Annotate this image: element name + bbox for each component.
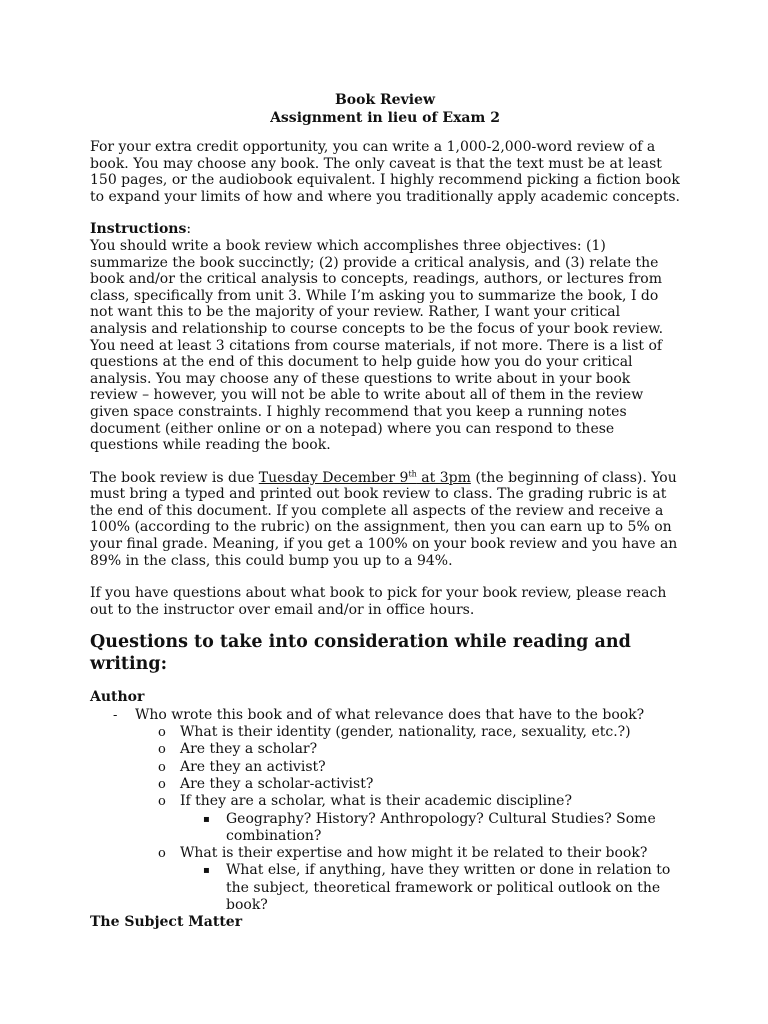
due-date-main: Tuesday December 9 — [258, 469, 409, 486]
list-item — [90, 793, 680, 810]
instructions-label-line — [90, 221, 680, 238]
document-title: Book Review — [334, 92, 436, 108]
circle-bullet: o — [158, 794, 166, 810]
list-item — [90, 759, 680, 776]
list-item-text: Geography? History? Anthropology? Cultural Studies? Some combination? — [226, 810, 656, 844]
circle-bullet: o — [158, 742, 166, 758]
circle-bullet: o — [158, 725, 166, 741]
document-subtitle: Assignment in lieu of Exam 2 — [270, 109, 500, 126]
list-item-text: What is their identity (gender, nationality, race, sexuality, etc.?) — [180, 724, 631, 741]
due-date-sup: th — [408, 469, 417, 479]
author-question-list — [90, 707, 680, 915]
list-item — [90, 845, 680, 862]
instructions-colon: : — [186, 221, 192, 238]
author-heading: Author — [90, 689, 145, 706]
intro-paragraph: For your extra credit opportunity, you can write a 1,000-2,000-word review of a book. You may choose any book. The only caveat is that the text must be at least 150 pages, or the audiobook equivalent. I highly recommend picking a fiction book to expand your limits of how and where you traditionally apply academic concepts. — [90, 139, 681, 205]
due-date-time: at 3pm — [416, 469, 471, 486]
list-item-text: Are they an activist? — [180, 758, 326, 775]
document-page — [90, 92, 680, 932]
due-date — [259, 470, 471, 486]
dash-bullet: - — [113, 707, 118, 723]
list-item-text: Who wrote this book and of what relevance does that have to the book? — [135, 706, 645, 723]
questions-heading: Questions to take into consideration while reading and writing: — [90, 632, 631, 674]
subject-matter-heading: The Subject Matter — [90, 914, 243, 931]
due-suffix: (the beginning of class). You must bring a typed and printed out book review to class. The grading rubric is at the end of this document. If you complete all aspects of the review and receive a 100% (according to the rubric) on the assignment, then you can earn up to 5% on your final grade. Meaning, if you get a 100% on your book review and you have an 89% in the class, this could bump you up to a 94%. — [90, 469, 678, 569]
list-item-text: If they are a scholar, what is their academic discipline? — [180, 793, 572, 810]
list-item-text: What is their expertise and how might it be related to their book? — [180, 845, 648, 862]
circle-bullet: o — [158, 759, 166, 775]
list-item — [90, 776, 680, 793]
list-item-text: Are they a scholar? — [180, 741, 318, 758]
list-item-text: Are they a scholar-activist? — [180, 775, 374, 792]
due-prefix: The book review is due — [90, 469, 259, 486]
list-item — [90, 862, 680, 914]
list-item-text: What else, if anything, have they written or done in relation to the subject, theoretical framework or political outlook on the book? — [226, 862, 671, 913]
circle-bullet: o — [158, 846, 166, 862]
list-item — [90, 724, 680, 741]
square-bullet: ▪ — [203, 865, 210, 877]
list-item — [90, 707, 680, 724]
circle-bullet: o — [158, 776, 166, 792]
instructions-paragraph: You should write a book review which accomplishes three objectives: (1) summarize the book succinctly; (2) provide a critical analysis, and (3) relate the book and/or the critical analysis to concepts, readings, authors, or lectures from class, specifically from unit 3. While I’m asking you to summarize the book, I do not want this to be the majority of your review. Rather, I want your critical analysis and relationship to course concepts to be the focus of your book review. You need at least 3 citations from course materials, if not more. There is a list of questions at the end of this document to help guide how you do your critical analysis. You may choose any of these questions to write about in your book review – however, you will not be able to write about all of them in the review given space constraints. I highly recommend that you keep a running notes document (either online or on a notepad) where you can respond to these questions while reading the book. — [90, 237, 664, 454]
questions-note-paragraph: If you have questions about what book to pick for your book review, please reach out to the instructor over email and/or in office hours. — [90, 585, 667, 618]
list-item — [90, 741, 680, 758]
instructions-label: Instructions — [90, 221, 187, 238]
list-item — [90, 811, 680, 846]
due-date-paragraph — [90, 470, 680, 570]
square-bullet: ▪ — [203, 813, 210, 825]
